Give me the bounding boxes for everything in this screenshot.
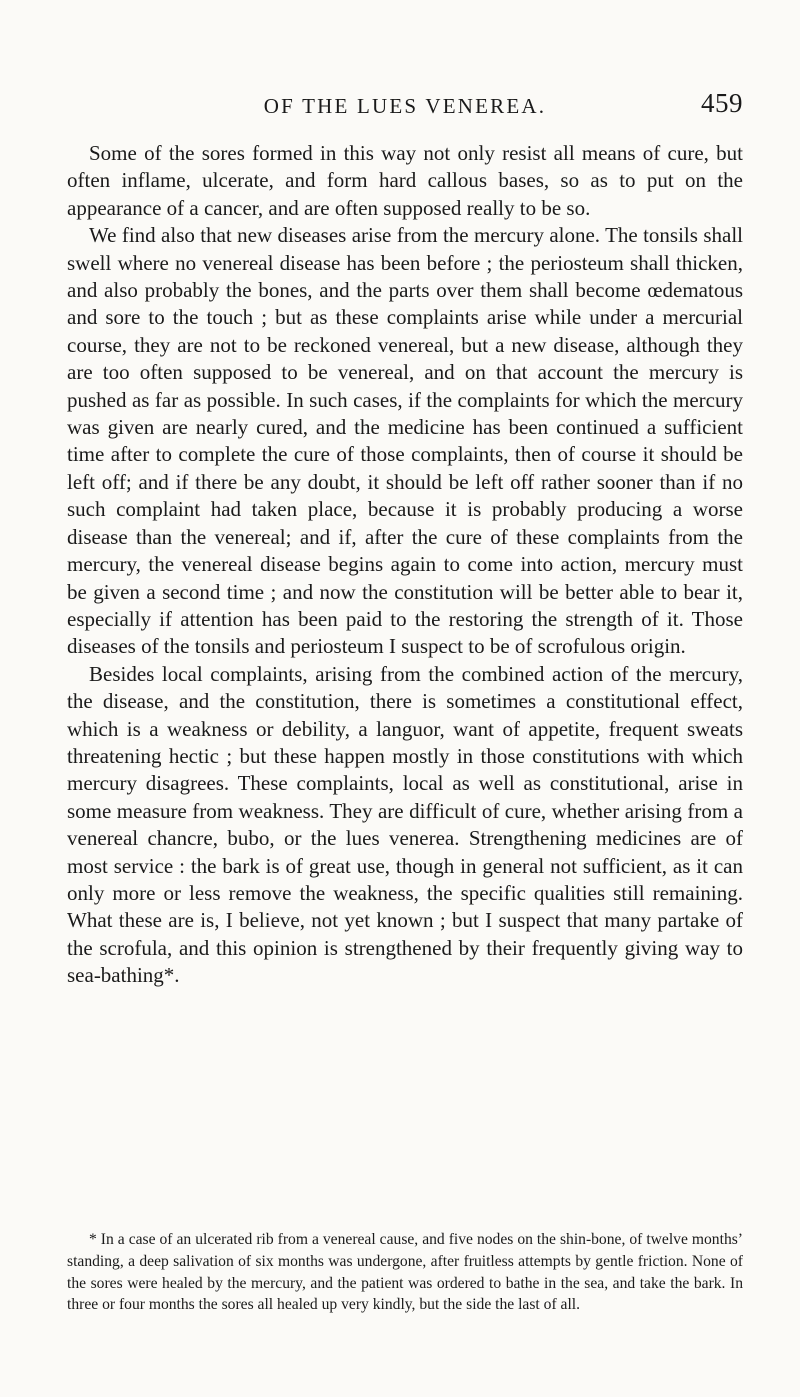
- footnote: [67, 1229, 743, 1316]
- page-number: 459: [701, 88, 743, 118]
- paragraph: We find also that new diseases arise from the mercury alone. The tonsils shall swell where no venereal disease has been before ; the periosteum shall thicken, and also probably the bones, and the parts over them shall become œdematous and sore to the touch ; but as these complaints arise while under a mercurial course, they are not to be reckoned venereal, but a new disease, although they are too often supposed to be venereal, and on that account the mercury is pushed as far as possible. In such cases, if the complaints for which the mercury was given are nearly cured, and the medicine has been continued a sufficient time after to complete the cure of those complaints, then of course it should be left off; and if there be any doubt, it should be left off rather sooner than if no such complaint had taken place, because it is probably producing a worse disease than the venereal; and if, after the cure of these complaints from the mercury, the venereal disease begins again to come into action, mercury must be given a second time ; and now the constitution will be better able to bear it, especially if attention has been paid to the restoring the strength of it. Those diseases of the tonsils and periosteum I suspect to be of scrofulous origin.: [67, 223, 743, 659]
- body-text: [67, 140, 743, 990]
- paragraph: Besides local complaints, arising from the combined action of the mercury, the disease, and the constitution, there is sometimes a constitutional effect, which is a weakness or debility, a languor, want of appetite, frequent sweats threatening hectic ; but these happen mostly in those constitutions with which mercury disagrees. These complaints, local as well as constitutional, arise in some measure from weakness. They are difficult of cure, whether arising from a venereal chancre, bubo, or the lues venerea. Strengthening medicines are of most service : the bark is of great use, though in general not sufficient, as it can only more or less remove the weakness, the specific qualities still remaining. What these are is, I believe, not yet known ; but I suspect that many partake of the scrofula, and this opinion is strengthened by their frequently giving way to sea-bathing*.: [67, 661, 743, 988]
- running-head: [67, 86, 743, 126]
- paragraph: Some of the sores formed in this way not only resist all means of cure, but often inflame, ulcerate, and form hard callous bases, so as to put on the appearance of a cancer, and are often supposed really to be so.: [67, 141, 743, 220]
- running-title: OF THE LUES VENEREA.: [263, 94, 547, 118]
- footnote-text: * In a case of an ulcerated rib from a venereal cause, and five nodes on the shin-bone, of twelve months’ standing, a deep salivation of six months was undergone, after fruitless attempts by gentle friction. None of the sores were healed by the mercury, and the patient was ordered to bathe in the sea, and take the bark. In three or four months the sores all healed up very kindly, but the side the last of all.: [67, 1231, 743, 1314]
